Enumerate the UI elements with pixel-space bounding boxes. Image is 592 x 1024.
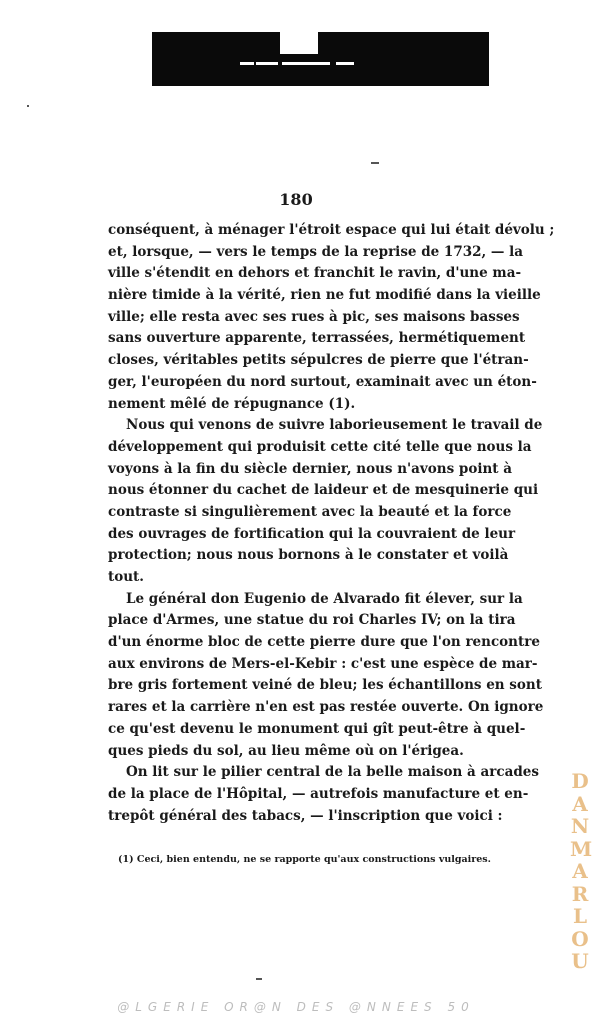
side-watermark-letter: A [572,859,588,883]
text-line: tout. [108,569,144,585]
scan-speck [27,105,29,107]
scan-speck [371,162,379,164]
page-number: 180 [279,190,313,209]
body-text [108,220,555,827]
text-line: rares et la carrière n'en est pas restée ouverte. On ignore [108,699,544,716]
text-line: développement qui produisit cette cité telle que nous la [108,438,532,455]
side-watermark-letter: O [571,926,589,951]
side-watermark-letter: A [572,791,588,816]
side-watermark [570,770,590,973]
text-line: contraste si singulièrement avec la beauté et la force [108,503,512,520]
text-line: de la place de l'Hôpital, — autrefois manufacture et en- [108,785,529,802]
side-watermark-letter: R [571,881,589,906]
side-watermark-letter: U [571,949,589,973]
footnote: (1) Ceci, bien entendu, ne se rapporte qu'aux constructions vulgaires. [118,854,491,865]
side-watermark-letter: M [570,836,592,861]
header-dash [336,62,354,65]
text-line: sans ouverture apparente, terrassées, hermétiquement [108,330,526,347]
text-line: ville s'étendit en dehors et franchit le ravin, d'une ma- [108,265,522,282]
scan-speck [256,978,262,980]
text-line: ville; elle resta avec ses rues à pic, ses maisons basses [108,308,520,325]
text-line: conséquent, à ménager l'étroit espace qui lui était dévolu ; [108,222,555,238]
text-line: nous étonner du cachet de laideur et de mesquinerie qui [108,482,539,499]
header-dash [240,62,254,65]
text-line: et, lorsque, — vers le temps de la reprise de 1732, — la [108,243,523,260]
text-line: place d'Armes, une statue du roi Charles IV; on la tira [108,612,516,629]
text-line: des ouvrages de fortification qui la couvraient de leur [108,525,516,542]
text-line: Nous qui venons de suivre laborieusement le travail de [126,417,543,434]
text-line: closes, véritables petits sépulcres de pierre que l'étran- [108,352,529,369]
side-watermark-letter: L [572,904,588,928]
text-line: trepôt général des tabacs, — l'inscription que voici : [108,807,503,824]
text-line: d'un énorme bloc de cette pierre dure que l'on rencontre [108,634,540,651]
header-dash [256,62,278,65]
text-line: voyons à la fin du siècle dernier, nous n'avons point à [108,460,512,477]
text-line: ger, l'européen du nord surtout, examinait avec un éton- [108,373,537,390]
header-notch [280,32,318,54]
text-line: protection; nous nous bornons à le constater et voilà [108,547,509,564]
text-line: nement mêlé de répugnance (1). [108,395,356,412]
side-watermark-letter: D [571,769,589,793]
text-line: bre gris fortement veiné de bleu; les échantillons en sont [108,677,542,694]
text-line: Le général don Eugenio de Alvarado fit élever, sur la [126,590,523,607]
text-line: nière timide à la vérité, rien ne fut modifié dans la vieille [108,287,541,304]
bottom-watermark: @LGERIE OR@N DES @NNEES 50 [117,1000,475,1014]
text-line: aux environs de Mers-el-Kebir : c'est une espèce de mar- [108,655,538,672]
header-bar [152,32,489,86]
header-dash [282,62,330,65]
text-line: ques pieds du sol, au lieu même où on l'érigea. [108,742,464,759]
side-watermark-letter: N [570,814,590,838]
text-line: ce qu'est devenu le monument qui gît peut-être à quel- [108,720,526,737]
text-line: On lit sur le pilier central de la belle maison à arcades [126,764,539,781]
